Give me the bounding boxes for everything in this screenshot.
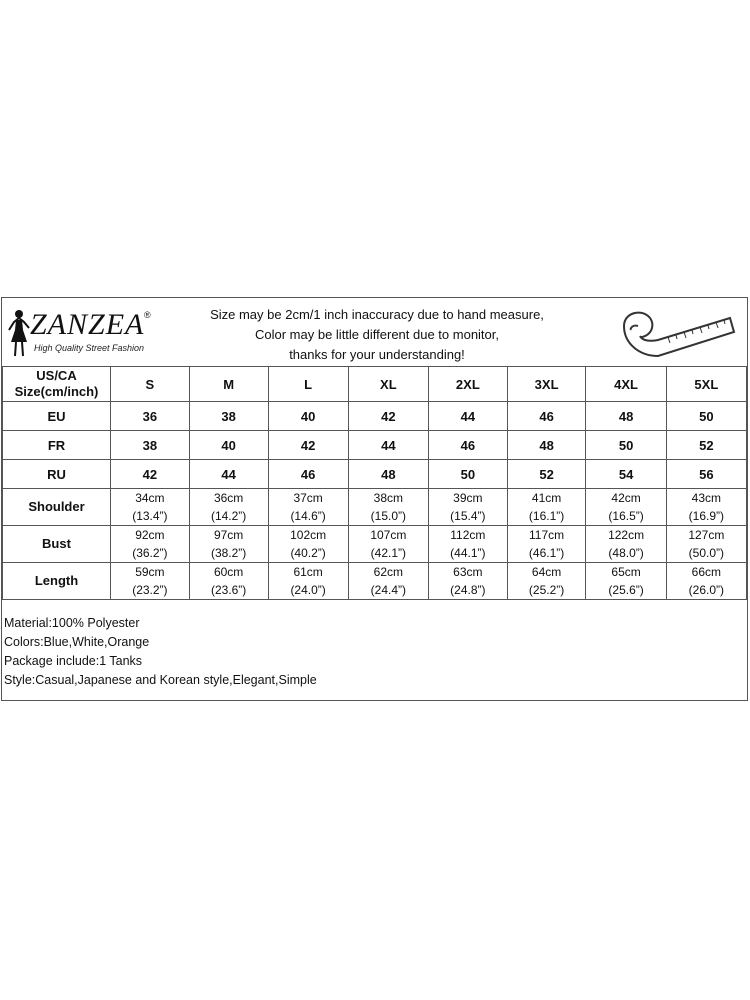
table-cell xyxy=(507,563,586,600)
inch-value: (46.1”) xyxy=(528,546,565,560)
row-label: Length xyxy=(3,563,111,600)
table-cell: 42 xyxy=(268,431,348,460)
table-cell xyxy=(586,489,666,526)
cm-value: 112cm xyxy=(450,528,486,542)
table-cell xyxy=(348,489,428,526)
table-cell: 44 xyxy=(428,402,507,431)
size-header-cell: 2XL xyxy=(428,367,507,402)
table-cell xyxy=(507,526,586,563)
table-cell xyxy=(189,526,268,563)
table-row xyxy=(3,526,747,563)
inch-value: (48.0”) xyxy=(608,546,644,560)
cm-value: 39cm xyxy=(453,491,483,505)
table-cell xyxy=(111,563,190,600)
inch-value: (40.2”) xyxy=(290,546,326,560)
row-label: Shoulder xyxy=(3,489,111,526)
table-cell xyxy=(268,563,348,600)
size-header-cell: L xyxy=(268,367,348,402)
brand-name: ZANZEA xyxy=(30,308,145,341)
table-cell xyxy=(111,526,190,563)
inch-value: (42.1”) xyxy=(370,546,407,560)
table-cell xyxy=(268,489,348,526)
cm-value: 107cm xyxy=(370,528,407,542)
cm-value: 66cm xyxy=(691,565,722,579)
cm-value: 59cm xyxy=(135,565,165,579)
row-label: RU xyxy=(3,460,111,489)
table-cell xyxy=(428,563,507,600)
table-cell xyxy=(666,563,746,600)
product-info xyxy=(4,614,317,690)
inch-value: (15.4”) xyxy=(450,509,486,523)
cm-value: 34cm xyxy=(135,491,165,505)
inch-value: (23.6”) xyxy=(210,583,247,597)
inch-value: (44.1”) xyxy=(450,546,486,560)
table-cell: 46 xyxy=(428,431,507,460)
table-cell: 52 xyxy=(666,431,746,460)
measuring-tape-icon xyxy=(618,304,738,362)
table-cell xyxy=(189,489,268,526)
cm-value: 41cm xyxy=(531,491,562,505)
inch-value: (25.2”) xyxy=(528,583,565,597)
table-cell: 40 xyxy=(268,402,348,431)
cm-value: 60cm xyxy=(213,565,244,579)
table-cell: 46 xyxy=(507,402,586,431)
table-cell: 48 xyxy=(348,460,428,489)
inch-value: (15.0”) xyxy=(370,509,407,523)
table-cell: 40 xyxy=(189,431,268,460)
header-label-line: US/CA xyxy=(36,368,77,383)
inch-value: (36.2”) xyxy=(132,546,168,560)
table-row xyxy=(3,563,747,600)
table-cell: 44 xyxy=(348,431,428,460)
size-header-cell: 5XL xyxy=(666,367,746,402)
inch-value: (25.6”) xyxy=(608,583,644,597)
cm-value: 42cm xyxy=(611,491,641,505)
inch-value: (38.2”) xyxy=(210,546,247,560)
table-cell: 42 xyxy=(111,460,190,489)
table-cell xyxy=(666,526,746,563)
table-cell xyxy=(507,489,586,526)
inch-value: (24.4”) xyxy=(370,583,407,597)
table-cell: 46 xyxy=(268,460,348,489)
table-cell xyxy=(268,526,348,563)
table-cell xyxy=(666,489,746,526)
style-line: Style:Casual,Japanese and Korean style,Elegant,Simple xyxy=(4,673,317,687)
inch-value: (16.9”) xyxy=(688,509,725,523)
measurement-notice xyxy=(162,305,592,365)
size-header-cell: M xyxy=(189,367,268,402)
table-cell xyxy=(428,489,507,526)
inch-value: (14.6”) xyxy=(290,509,326,523)
cm-value: 65cm xyxy=(611,565,641,579)
size-header-cell: S xyxy=(111,367,190,402)
inch-value: (14.2”) xyxy=(210,509,247,523)
table-cell: 52 xyxy=(507,460,586,489)
table-row xyxy=(3,402,747,431)
table-cell: 50 xyxy=(428,460,507,489)
size-chart xyxy=(1,297,748,701)
notice-line: thanks for your understanding! xyxy=(289,347,465,362)
table-cell: 38 xyxy=(189,402,268,431)
table-cell xyxy=(189,563,268,600)
cm-value: 38cm xyxy=(373,491,404,505)
table-cell: 50 xyxy=(586,431,666,460)
table-cell: 38 xyxy=(111,431,190,460)
brand-logo xyxy=(6,306,156,358)
brand-tagline: High Quality Street Fashion xyxy=(34,343,145,353)
notice-line: Size may be 2cm/1 inch inaccuracy due to hand measure, xyxy=(210,307,544,322)
table-cell xyxy=(111,489,190,526)
size-header-cell: XL xyxy=(348,367,428,402)
cm-value: 122cm xyxy=(608,528,645,542)
table-cell: 48 xyxy=(586,402,666,431)
table-cell: 56 xyxy=(666,460,746,489)
inch-value: (23.2”) xyxy=(132,583,168,597)
cm-value: 92cm xyxy=(135,528,165,542)
package-line: Package include:1 Tanks xyxy=(4,654,143,668)
size-label-header xyxy=(3,367,111,402)
row-label: EU xyxy=(3,402,111,431)
table-cell xyxy=(348,563,428,600)
table-cell: 36 xyxy=(111,402,190,431)
table-cell: 42 xyxy=(348,402,428,431)
table-header-row xyxy=(3,367,747,402)
cm-value: 102cm xyxy=(290,528,327,542)
registered-mark: ® xyxy=(144,310,151,320)
cm-value: 97cm xyxy=(213,528,244,542)
inch-value: (16.1”) xyxy=(528,509,565,523)
row-label: Bust xyxy=(3,526,111,563)
table-cell xyxy=(348,526,428,563)
table-cell: 54 xyxy=(586,460,666,489)
table-cell xyxy=(428,526,507,563)
cm-value: 37cm xyxy=(293,491,323,505)
woman-silhouette-icon xyxy=(6,308,32,358)
inch-value: (24.8”) xyxy=(450,583,486,597)
table-cell: 48 xyxy=(507,431,586,460)
row-label: FR xyxy=(3,431,111,460)
table-row xyxy=(3,460,747,489)
inch-value: (24.0”) xyxy=(290,583,326,597)
table-cell: 44 xyxy=(189,460,268,489)
cm-value: 117cm xyxy=(529,528,565,542)
size-header-cell: 3XL xyxy=(507,367,586,402)
cm-value: 64cm xyxy=(531,565,562,579)
table-cell xyxy=(586,526,666,563)
cm-value: 43cm xyxy=(691,491,722,505)
size-header-cell: 4XL xyxy=(586,367,666,402)
cm-value: 63cm xyxy=(453,565,483,579)
inch-value: (16.5”) xyxy=(608,509,644,523)
inch-value: (13.4”) xyxy=(132,509,168,523)
table-row xyxy=(3,431,747,460)
notice-line: Color may be little different due to monitor, xyxy=(255,327,499,342)
header-label-line: Size(cm/inch) xyxy=(14,384,99,399)
table-row xyxy=(3,489,747,526)
inch-value: (50.0”) xyxy=(688,546,725,560)
material-line: Material:100% Polyester xyxy=(4,616,140,630)
cm-value: 36cm xyxy=(213,491,244,505)
table-cell xyxy=(586,563,666,600)
inch-value: (26.0”) xyxy=(688,583,725,597)
size-table xyxy=(2,366,747,600)
cm-value: 61cm xyxy=(293,565,323,579)
cm-value: 62cm xyxy=(373,565,404,579)
cm-value: 127cm xyxy=(688,528,725,542)
size-chart-header xyxy=(2,298,747,367)
colors-line: Colors:Blue,White,Orange xyxy=(4,635,150,649)
table-cell: 50 xyxy=(666,402,746,431)
